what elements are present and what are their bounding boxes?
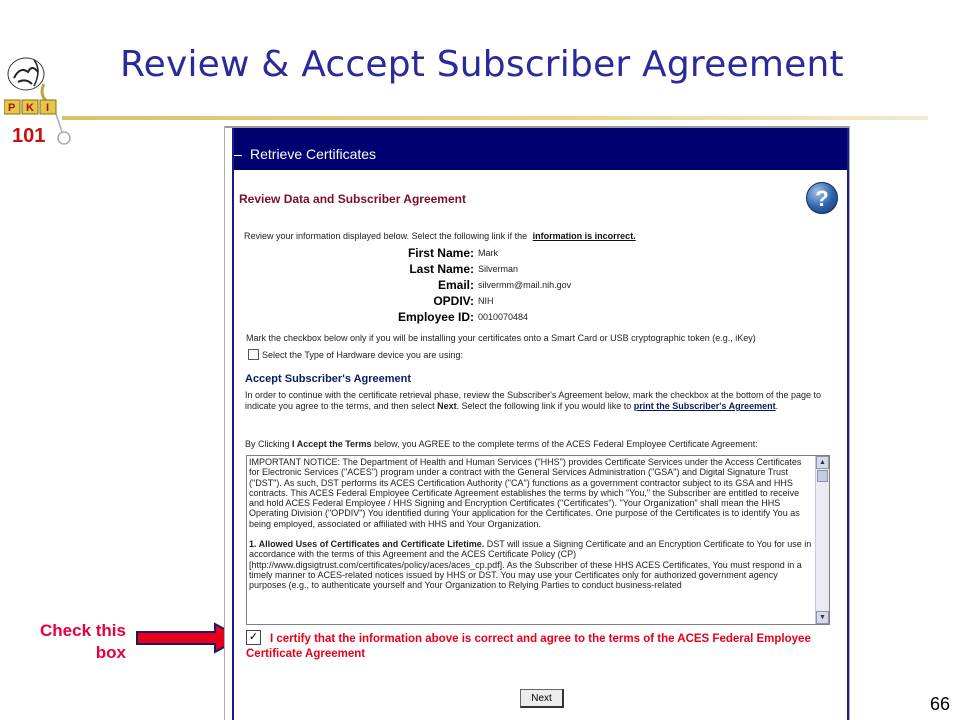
employee-id-value: 0010070484 (478, 312, 529, 322)
slide-title: Review & Accept Subscriber Agreement (120, 44, 844, 85)
review-intro (244, 231, 636, 241)
accept-text-end: . (775, 401, 779, 411)
info-row-opdiv (314, 294, 714, 310)
by-clicking-bold: I Accept the Terms (292, 439, 372, 449)
subscriber-info (314, 246, 714, 326)
svg-text:101: 101 (12, 125, 46, 147)
opdiv-label: OPDIV: (433, 294, 474, 308)
certify-checkbox[interactable]: ✓ (246, 630, 261, 645)
scrollbar-thumb[interactable] (817, 470, 828, 482)
hardware-checkbox[interactable] (248, 349, 259, 360)
scroll-down-icon[interactable]: ▼ (816, 611, 829, 624)
agreement-paragraph-1: IMPORTANT NOTICE: The Department of Health and Human Services ("HHS") provides Certificate Services under the Access Certificates for Electronic Services ("ACES") program under a contract with the General Services Administration ("GSA") and Digital Signature Trust ("DST"). As such, DST performs its ACES Certification Authority ("CA") functions as a government contractor subject to its GSA and HHS contracts. This ACES Federal Employee Certificate Agreement establishes the terms by which "You," the Subscriber are entitled to receive and hold ACES Federal Employee / HHS Signing and Encryption Certificates ("Certificates"). "Your Organization" shall mean the HHS Operating Division ("OPDIV") You identified during Your application for the Certificates. One purpose of the Certificates is to identify You as being employed, associated or affiliated with HHS and Your Organization. (249, 457, 802, 529)
section-title: Review Data and Subscriber Agreement (239, 192, 466, 206)
email-label: Email: (437, 278, 474, 292)
employee-id-label: Employee ID: (397, 310, 474, 324)
page-number: 66 (929, 694, 950, 714)
certify-label: I certify that the information above is correct and agree to the terms of the ACES Federal Employee Certificate Agreement (246, 633, 811, 660)
info-row-employee-id (314, 310, 714, 326)
callout-line-1: Check this (40, 621, 126, 640)
next-button[interactable]: Next (520, 689, 564, 708)
header-bar (234, 128, 847, 170)
pki-101-logo (4, 54, 74, 150)
info-row-first-name (314, 246, 714, 262)
svg-text:K: K (26, 102, 34, 114)
accept-instructions (245, 390, 830, 412)
agreement-paragraph-2-heading: 1. Allowed Uses of Certificates and Certificate Lifetime. (249, 539, 485, 550)
app-frame (232, 128, 849, 720)
title-divider (62, 116, 928, 120)
svg-text:P: P (8, 102, 16, 114)
agreement-content (249, 457, 813, 623)
last-name-label: Last Name: (409, 262, 474, 276)
embedded-screenshot (224, 126, 850, 720)
hardware-note: Mark the checkbox below only if you will be installing your certificates onto a Smart Card or USB cryptographic token (e.g., iKey) (246, 333, 756, 343)
header-title: Retrieve Certificates (250, 146, 377, 162)
information-incorrect-link[interactable]: information is incorrect. (532, 231, 636, 241)
by-clicking-text (245, 439, 758, 449)
agreement-paragraph-2-text: DST will issue a Signing Certificate and an Encryption Certificate to You for use in accordance with the terms of this Agreement and the ACES Certificate Policy (CP) [http://www.digsigtrust.com/certificates/policy/aces/aces_cp.pdf]. As the Subscriber of these HHS ACES Certificates, You must respond in a timely manner to ACES-related notices issued by HHS or DST. You may use your Certificates only for authorized government agency purposes (e.g., to authenticate yourself and Your Organization to Relying Parties to conduct business-related (249, 539, 812, 591)
scroll-up-icon[interactable]: ▲ (816, 456, 829, 469)
info-row-email (314, 278, 714, 294)
header-accent-line (234, 155, 242, 156)
callout-line-2: box (95, 643, 126, 662)
by-clicking-2: below, you AGREE to the complete terms of the ACES Federal Employee Certificate Agreement: (374, 439, 758, 449)
agreement-paragraph-2 (249, 539, 813, 590)
first-name-label: First Name: (407, 246, 474, 260)
accept-agreement-heading: Accept Subscriber's Agreement (245, 373, 412, 385)
email-value: silvermm@mail.nih.gov (478, 280, 572, 290)
agreement-scrollbar[interactable] (815, 456, 829, 624)
info-row-last-name (314, 262, 714, 278)
accept-next-word: Next (437, 401, 457, 411)
print-agreement-link[interactable]: print the Subscriber's Agreement (633, 401, 776, 411)
hardware-option (248, 349, 463, 360)
review-intro-text: Review your information displayed below. Select the following link if the (244, 231, 528, 241)
svg-text:I: I (46, 102, 50, 114)
callout-label (14, 620, 126, 664)
by-clicking-1: By Clicking (245, 439, 290, 449)
first-name-value: Mark (478, 248, 498, 258)
hardware-checkbox-label: Select the Type of Hardware device you are using: (262, 350, 463, 360)
opdiv-value: NIH (478, 296, 494, 306)
last-name-value: Silverman (478, 264, 519, 274)
accept-text-1: In order to continue with the certificate retrieval phase, review the Subscriber's Agreement below, mark the checkbox at the bottom of the page to indicate you agree to the terms, and then select (245, 390, 822, 411)
help-icon[interactable]: ? (806, 182, 838, 214)
accept-text-2: . Select the following link if you would like to (456, 401, 632, 411)
agreement-textarea[interactable] (246, 455, 830, 625)
